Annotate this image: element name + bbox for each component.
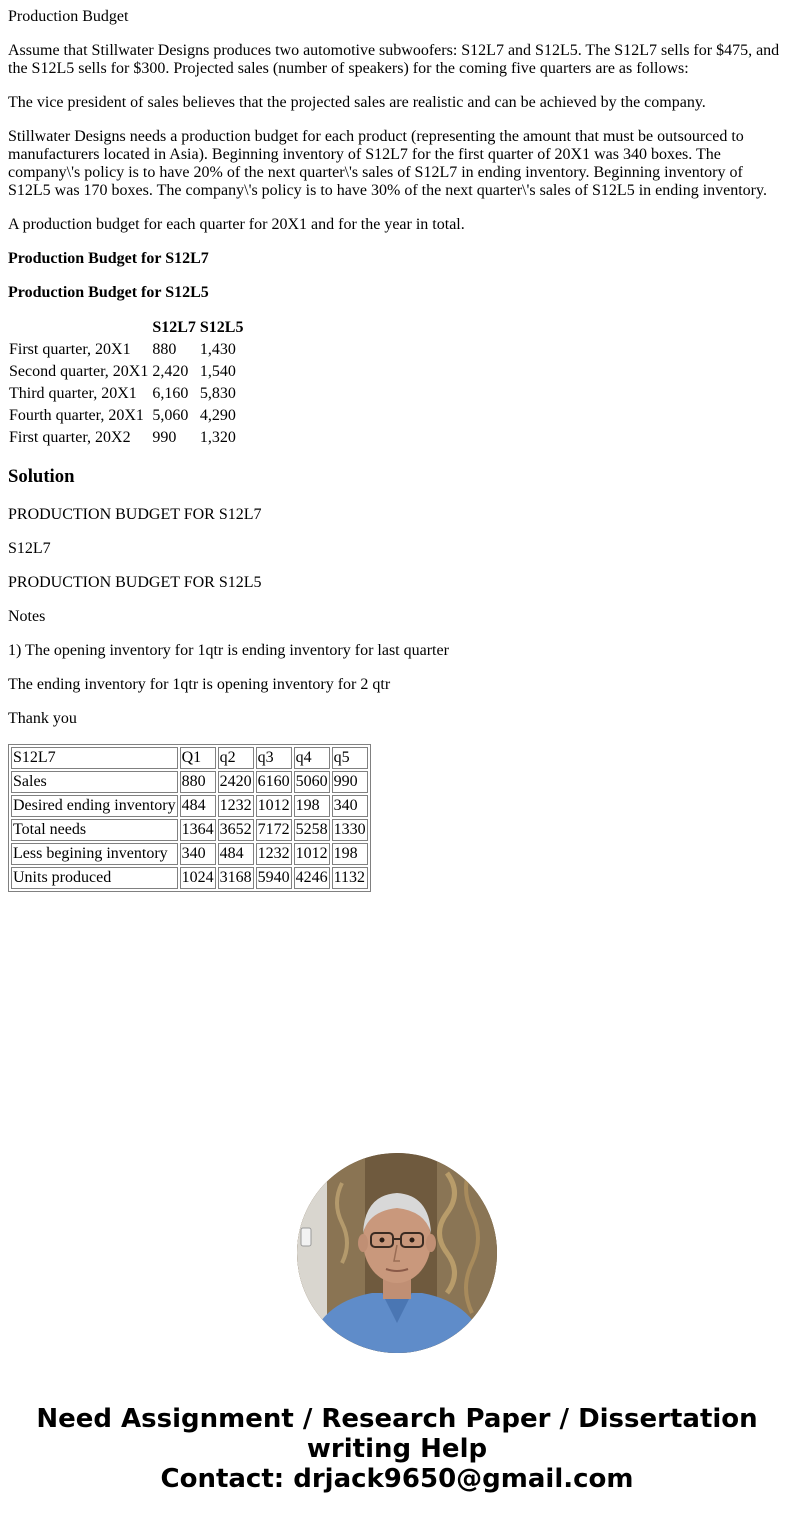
projected-sales-table (6, 316, 246, 450)
solution-line: The ending inventory for 1qtr is opening inventory for 2 qtr (8, 676, 391, 693)
table-cell: q5 (332, 747, 368, 769)
requirement-paragraph: A production budget for each quarter for 20X1 and for the year in total. (8, 216, 465, 233)
promo-footer (0, 1153, 794, 1523)
table-cell: 5,830 (199, 385, 236, 402)
table-row (11, 771, 368, 793)
promo-line: writing Help (306, 1434, 488, 1464)
table-cell: Less begining inventory (11, 843, 178, 865)
document-title: Production Budget (8, 8, 129, 25)
table-cell: 1132 (332, 867, 368, 889)
table-cell: 1,540 (199, 363, 236, 380)
table-cell: 6,160 (152, 385, 189, 402)
table-cell: First quarter, 20X1 (9, 341, 131, 358)
table-cell: 1,320 (199, 429, 236, 446)
table-row (8, 406, 244, 426)
promo-text (0, 1404, 794, 1494)
solution-line: Notes (8, 608, 46, 625)
table-cell: 6160 (256, 771, 292, 793)
solution-line: Thank you (8, 710, 77, 727)
table-cell: Units produced (11, 867, 178, 889)
table-cell: 2420 (218, 771, 254, 793)
table-header-row (8, 318, 244, 338)
table-row (8, 384, 244, 404)
table-cell: 5,060 (152, 407, 189, 424)
solution-line: PRODUCTION BUDGET FOR S12L7 (8, 506, 262, 523)
table-cell: Total needs (11, 819, 178, 841)
table-cell: 880 (152, 341, 177, 358)
solution-heading: Solution (8, 466, 75, 487)
table-row (8, 362, 244, 382)
table-cell: 2,420 (152, 363, 189, 380)
table-cell: 1012 (294, 843, 330, 865)
table-cell: 5060 (294, 771, 330, 793)
table-cell: 5940 (256, 867, 292, 889)
subheading-s12l5: Production Budget for S12L5 (8, 284, 209, 301)
table-cell: 1012 (256, 795, 292, 817)
table-cell: 340 (332, 795, 368, 817)
table-cell: Fourth quarter, 20X1 (9, 407, 144, 424)
table-cell: Second quarter, 20X1 (9, 363, 149, 380)
table-cell: 990 (152, 429, 177, 446)
table-cell: q4 (294, 747, 330, 769)
intro-paragraph: Assume that Stillwater Designs produces two automotive subwoofers: S12L7 and S12L5. The S12L7 sells for $475, and the S12L5 sells for $300. Projected sales (number of speakers) for the coming five quarters are as follows: (8, 42, 780, 77)
table-cell: Q1 (180, 747, 216, 769)
table-row (8, 340, 244, 360)
table-cell: 4246 (294, 867, 330, 889)
solution-line: 1) The opening inventory for 1qtr is ending inventory for last quarter (8, 642, 449, 659)
table-row (11, 795, 368, 817)
production-budget-table (8, 744, 371, 892)
table-cell: 1232 (218, 795, 254, 817)
header-cell: S12L7 (152, 319, 196, 336)
solution-line: PRODUCTION BUDGET FOR S12L5 (8, 574, 262, 591)
table-cell: 1330 (332, 819, 368, 841)
table-cell: First quarter, 20X2 (9, 429, 131, 446)
table-cell: Third quarter, 20X1 (9, 385, 137, 402)
table-cell: 1232 (256, 843, 292, 865)
header-cell (8, 318, 149, 338)
table-cell: 1,430 (199, 341, 236, 358)
table-cell: 5258 (294, 819, 330, 841)
solution-line: S12L7 (8, 540, 51, 557)
header-cell: S12L5 (199, 319, 244, 336)
table-row (11, 747, 368, 769)
table-cell: q2 (218, 747, 254, 769)
table-cell: 990 (332, 771, 368, 793)
table-cell: S12L7 (11, 747, 178, 769)
document-content (8, 8, 786, 892)
subheading-s12l7: Production Budget for S12L7 (8, 250, 209, 267)
portrait-icon (297, 1153, 497, 1353)
contact-email: Contact: drjack9650@gmail.com (160, 1464, 634, 1494)
policy-paragraph: Stillwater Designs needs a production budget for each product (representing the amount that must be outsourced to manufacturers located in Asia). Beginning inventory of S12L7 for the first quarter of 20X1 was 340 boxes. The company\'s policy is to have 20% of the next quarter\'s sales of S12L7 in ending inventory. Beginning inventory of S12L5 was 170 boxes. The company\'s policy is to have 30% of the next quarter\'s sales of S12L5 in ending inventory. (8, 128, 767, 199)
table-cell: q3 (256, 747, 292, 769)
table-row (8, 428, 244, 448)
table-cell: Sales (11, 771, 178, 793)
table-cell: 1024 (180, 867, 216, 889)
table-row (11, 867, 368, 889)
promo-line: Need Assignment / Research Paper / Dissertation (36, 1404, 758, 1434)
table-cell: 484 (218, 843, 254, 865)
table-cell: 7172 (256, 819, 292, 841)
table-cell: 484 (180, 795, 216, 817)
table-cell: 4,290 (199, 407, 236, 424)
table-cell: 880 (180, 771, 216, 793)
table-cell: 3168 (218, 867, 254, 889)
table-cell: 1364 (180, 819, 216, 841)
table-cell: 3652 (218, 819, 254, 841)
avatar (297, 1153, 497, 1353)
table-row (11, 819, 368, 841)
table-row (11, 843, 368, 865)
vp-paragraph: The vice president of sales believes that the projected sales are realistic and can be achieved by the company. (8, 94, 706, 111)
table-cell: 340 (180, 843, 216, 865)
table-cell: Desired ending inventory (11, 795, 178, 817)
table-cell: 198 (294, 795, 330, 817)
table-cell: 198 (332, 843, 368, 865)
